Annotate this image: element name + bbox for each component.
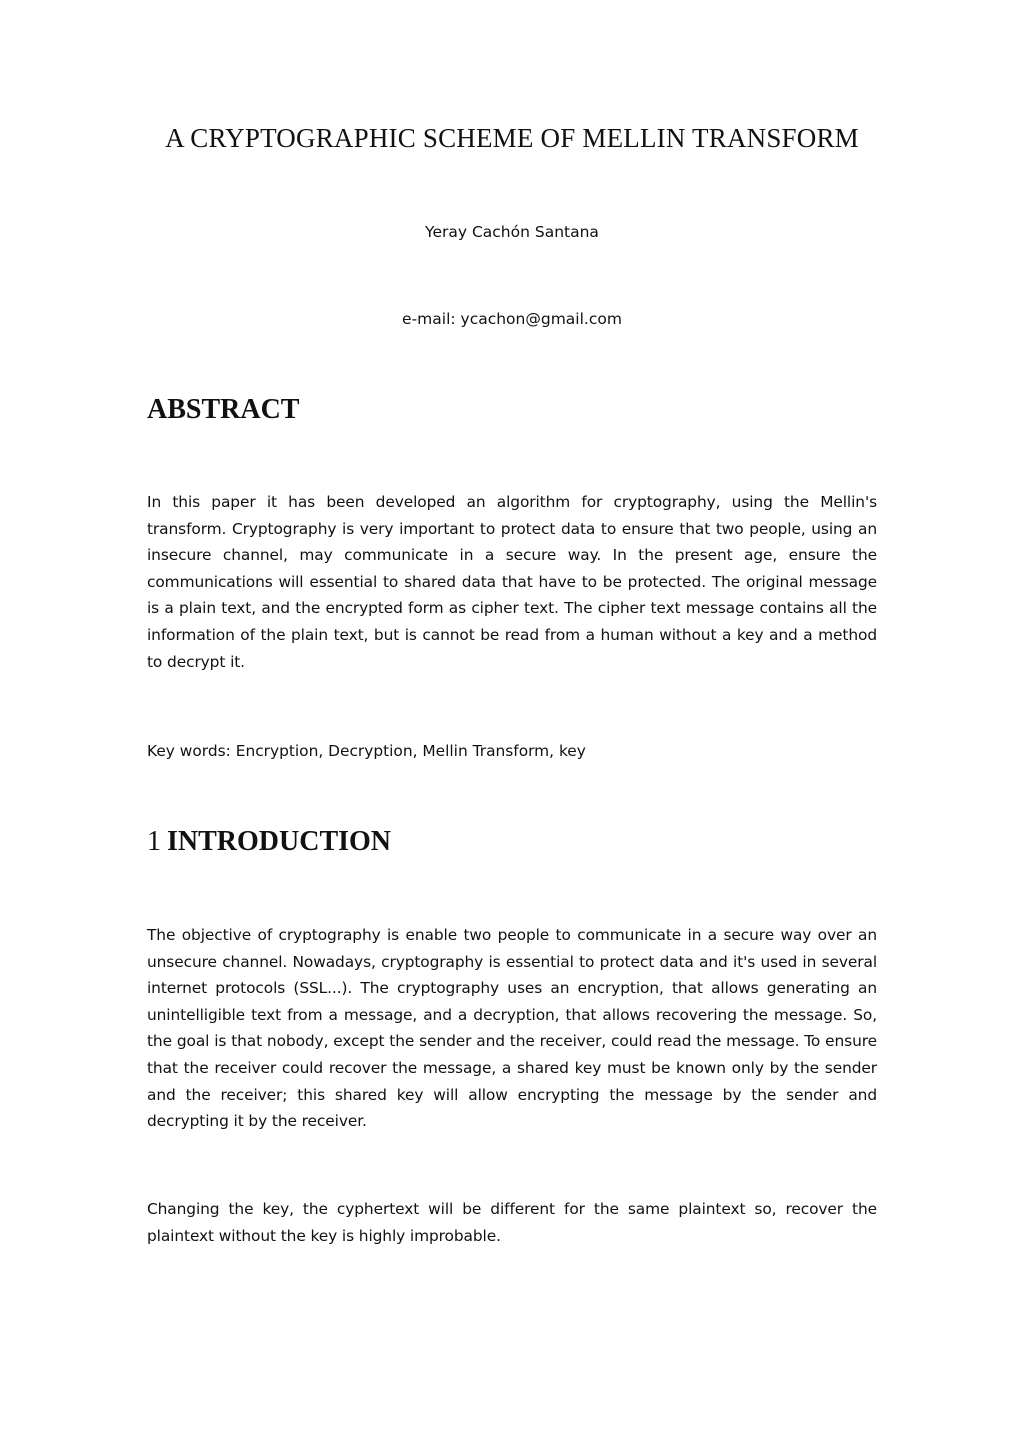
paper-title: A CRYPTOGRAPHIC SCHEME OF MELLIN TRANSFORM <box>165 123 859 153</box>
section-number: 1 <box>147 826 161 857</box>
introduction-paragraph-1: The objective of cryptography is enable two people to communicate in a secure way over an unsecure channel. Nowadays, cryptography is essential to protect data and it's used in several internet protocols (SSL...). The cryptography uses an encryption, that allows generating an unintelligible text from a message, and a decryption, that allows recovering the message. So, the goal is that nobody, except the sender and the receiver, could read the message. To ensure that the receiver could recover the message, a shared key must be known only by the sender and the receiver; this shared key will allow encrypting the message by the sender and decrypting it by the receiver. <box>147 926 877 1131</box>
abstract-text: In this paper it has been developed an algorithm for cryptography, using the Mellin's transform. Cryptography is very important to protect data to ensure that two people, using an insecure channel, may communicate in a secure way. In the present age, ensure the communications will essential to shared data that have to be protected. The original message is a plain text, and the encrypted form as cipher text. The cipher text message contains all the information of the plain text, but is cannot be read from a human without a key and a method to decrypt it. <box>147 493 877 671</box>
abstract-heading: ABSTRACT <box>147 394 300 425</box>
introduction-paragraph-2: Changing the key, the cyphertext will be different for the same plaintext so, recover the plaintext without the key is highly improbable. <box>147 1200 877 1245</box>
keywords-line: Key words: Encryption, Decryption, Mellin Transform, key <box>147 742 586 760</box>
introduction-heading <box>147 824 391 860</box>
author-email: e-mail: ycachon@gmail.com <box>402 310 622 328</box>
author-name: Yeray Cachón Santana <box>425 223 599 241</box>
section-title: INTRODUCTION <box>167 826 392 857</box>
